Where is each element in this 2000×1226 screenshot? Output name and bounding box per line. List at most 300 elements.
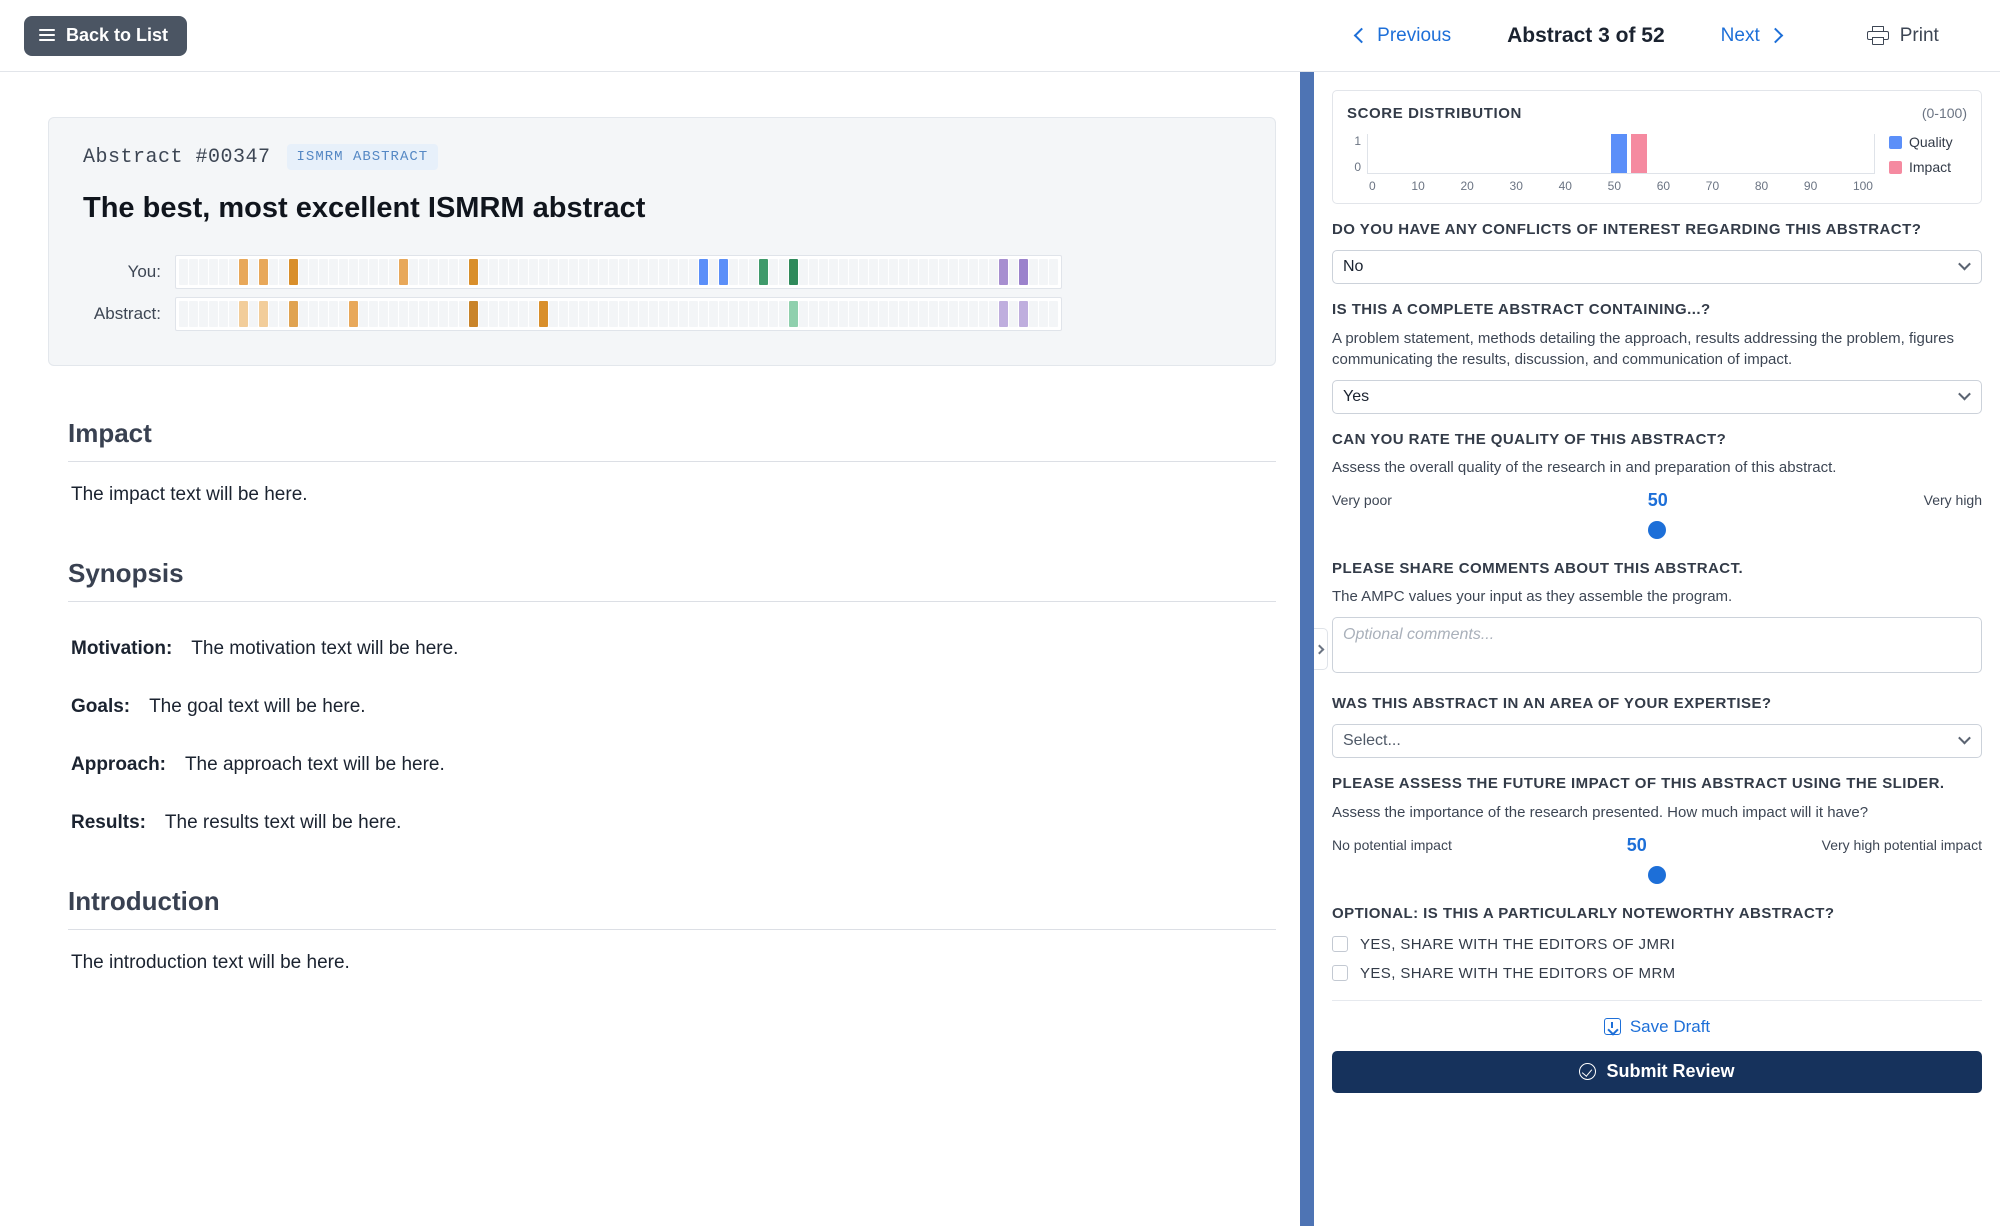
noteworthy-label: OPTIONAL: IS THIS A PARTICULARLY NOTEWORTHY ABSTRACT? — [1332, 904, 1835, 922]
back-to-list-button[interactable] — [24, 16, 187, 56]
keyword-cell — [309, 301, 318, 327]
keyword-cell — [589, 259, 598, 285]
keyword-cell — [369, 259, 378, 285]
keyword-cell — [819, 259, 828, 285]
keyword-cell — [329, 259, 338, 285]
introduction-section — [68, 886, 1276, 974]
next-abstract-button[interactable] — [1721, 25, 1781, 47]
keyword-cell — [299, 301, 308, 327]
complete-select[interactable]: Yes — [1332, 380, 1982, 414]
keyword-cell — [999, 259, 1008, 285]
x-tick-label: 100 — [1852, 179, 1873, 193]
save-draft-label: Save Draft — [1629, 1016, 1711, 1036]
form-actions — [1332, 1000, 1982, 1109]
impact-section — [68, 418, 1276, 506]
legend-label: Impact — [1909, 159, 1952, 175]
keyword-cell — [519, 301, 528, 327]
question-comments — [1332, 543, 1982, 678]
keyword-cell — [979, 259, 988, 285]
keyword-cell — [419, 301, 428, 327]
keyword-cell — [859, 301, 868, 327]
keyword-cell — [739, 301, 748, 327]
quality-min-label: Very poor — [1332, 492, 1392, 509]
keyword-cell — [659, 301, 668, 327]
keyword-cell — [739, 259, 748, 285]
toolbar-left — [0, 16, 1325, 56]
keyword-cell — [339, 259, 348, 285]
chevron-right-icon — [1315, 644, 1325, 654]
impact-heading: Impact — [68, 418, 1276, 462]
keyword-cell — [579, 301, 588, 327]
keyword-cell — [249, 301, 258, 327]
keyword-cell — [719, 301, 728, 327]
keyword-cell — [729, 301, 738, 327]
submit-review-label: Submit Review — [1606, 1061, 1735, 1082]
keyword-cell — [959, 301, 968, 327]
quality-label: CAN YOU RATE THE QUALITY OF THIS ABSTRACT? — [1332, 430, 1727, 448]
keyword-cell — [999, 301, 1008, 327]
x-tick-label: 50 — [1607, 179, 1621, 193]
legend-swatch — [1889, 136, 1902, 149]
synopsis-heading: Synopsis — [68, 558, 1276, 602]
keyword-cell — [789, 259, 798, 285]
x-tick-label: 20 — [1460, 179, 1474, 193]
keyword-cell — [399, 301, 408, 327]
keyword-cell — [239, 301, 248, 327]
keyword-cell — [349, 301, 358, 327]
keyword-cell — [889, 301, 898, 327]
keyword-cell — [1009, 301, 1018, 327]
keyword-cell — [599, 259, 608, 285]
keyword-cell — [829, 301, 838, 327]
keyword-cell — [769, 259, 778, 285]
quality-help: Assess the overall quality of the research in and preparation of this abstract. — [1332, 458, 1837, 476]
expertise-select[interactable]: Select... — [1332, 724, 1982, 758]
keyword-cell — [209, 301, 218, 327]
keyword-cell — [1029, 301, 1038, 327]
chart-x-axis — [1367, 179, 1875, 193]
legend-swatch — [1889, 161, 1902, 174]
chart-bar-impact — [1631, 134, 1647, 173]
keyword-cell — [659, 259, 668, 285]
back-to-list-label: Back to List — [66, 25, 169, 45]
keyword-cell — [429, 301, 438, 327]
y-tick-top: 1 — [1354, 134, 1361, 148]
keyword-cell — [899, 301, 908, 327]
keyword-cell — [759, 259, 768, 285]
quality-max-label: Very high — [1923, 492, 1982, 509]
mrm-label: YES, SHARE WITH THE EDITORS OF MRM — [1360, 964, 1676, 982]
keyword-cell — [1019, 301, 1028, 327]
keyword-cell — [379, 301, 388, 327]
keyword-cell — [239, 259, 248, 285]
keyword-cell — [459, 301, 468, 327]
keyword-cell — [279, 301, 288, 327]
keyword-cell — [639, 259, 648, 285]
complete-select-wrap — [1332, 380, 1982, 414]
save-draft-button[interactable] — [1332, 1017, 1982, 1037]
motivation-row — [71, 638, 1276, 660]
keyword-cell — [339, 301, 348, 327]
keyword-cell — [289, 259, 298, 285]
keyword-cell — [609, 259, 618, 285]
chart-legend — [1875, 134, 1967, 193]
list-icon — [39, 29, 55, 42]
keyword-cell — [299, 259, 308, 285]
keyword-cell — [499, 259, 508, 285]
chart-y-axis — [1347, 134, 1361, 174]
legend-item — [1889, 134, 1967, 150]
keyword-cell — [859, 259, 868, 285]
keyword-cell — [289, 301, 298, 327]
keyword-cell — [619, 259, 628, 285]
keyword-cell — [209, 259, 218, 285]
keyword-cell — [599, 301, 608, 327]
score-distribution-card — [1332, 90, 1982, 204]
keyword-cell — [839, 259, 848, 285]
abstract-strip-label: Abstract: — [93, 304, 161, 323]
abstract-strip-row — [83, 297, 1241, 331]
abstract-type-badge: ISMRM ABSTRACT — [287, 144, 439, 170]
expertise-label: WAS THIS ABSTRACT IN AN AREA OF YOUR EXPERTISE? — [1332, 695, 1772, 712]
abstract-title: The best, most excellent ISMRM abstract — [83, 192, 646, 224]
pane-divider[interactable] — [1300, 72, 1314, 1226]
keyword-cell — [449, 301, 458, 327]
keyword-cell — [429, 259, 438, 285]
keyword-cell — [709, 301, 718, 327]
introduction-text: The introduction text will be here. — [71, 952, 350, 973]
keyword-cell — [359, 301, 368, 327]
keyword-cell — [479, 301, 488, 327]
keyword-cell — [229, 259, 238, 285]
comments-label: PLEASE SHARE COMMENTS ABOUT THIS ABSTRACT. — [1332, 559, 1744, 577]
keyword-cell — [849, 259, 858, 285]
future-impact-help: Assess the importance of the research presented. How much impact will it have? — [1332, 803, 1869, 821]
keyword-cell — [349, 259, 358, 285]
keyword-cell — [719, 259, 728, 285]
keyword-cell — [269, 259, 278, 285]
mrm-checkbox[interactable] — [1332, 965, 1348, 981]
future-impact-slider-labels — [1332, 835, 1982, 856]
keyword-cell — [629, 301, 638, 327]
keyword-cell — [989, 301, 998, 327]
keyword-cell — [1049, 301, 1058, 327]
quality-slider-track[interactable] — [1332, 517, 1982, 543]
keyword-cell — [179, 301, 188, 327]
keyword-cell — [379, 259, 388, 285]
keyword-cell — [939, 259, 948, 285]
keyword-cell — [779, 301, 788, 327]
keyword-cell — [269, 301, 278, 327]
keyword-cell — [729, 259, 738, 285]
keyword-cell — [799, 259, 808, 285]
keyword-cell — [789, 301, 798, 327]
noteworthy-mrm-row[interactable] — [1332, 965, 1982, 982]
quality-slider-thumb[interactable] — [1648, 521, 1666, 539]
keyword-cell — [629, 259, 638, 285]
keyword-cell — [759, 301, 768, 327]
expertise-select-wrap — [1332, 724, 1982, 758]
keyword-cell — [689, 259, 698, 285]
keyword-cell — [609, 301, 618, 327]
keyword-cell — [219, 259, 228, 285]
question-quality-rating — [1332, 414, 1982, 543]
keyword-cell — [919, 301, 928, 327]
keyword-cell — [709, 259, 718, 285]
x-tick-label: 40 — [1558, 179, 1572, 193]
abstract-id: Abstract #00347 — [83, 145, 271, 169]
keyword-cell — [1009, 259, 1018, 285]
future-impact-label: PLEASE ASSESS THE FUTURE IMPACT OF THIS ABSTRACT USING THE SLIDER. — [1332, 775, 1945, 793]
keyword-cell — [439, 301, 448, 327]
x-tick-label: 90 — [1803, 179, 1818, 193]
keyword-cell — [259, 301, 268, 327]
print-label: Print — [1899, 24, 1939, 46]
keyword-cell — [179, 259, 188, 285]
submit-review-button[interactable] — [1332, 1051, 1982, 1093]
keyword-cell — [509, 259, 518, 285]
goals-text: The goal text will be here. — [149, 696, 366, 717]
you-strip-row — [83, 255, 1241, 289]
keyword-cell — [519, 259, 528, 285]
keyword-cell — [559, 259, 568, 285]
keyword-cell — [779, 259, 788, 285]
keyword-cell — [969, 259, 978, 285]
keyword-cell — [369, 301, 378, 327]
keyword-cell — [809, 301, 818, 327]
keyword-cell — [569, 301, 578, 327]
keyword-cell — [229, 301, 238, 327]
chart-plot-area — [1367, 134, 1875, 174]
question-noteworthy — [1332, 888, 1982, 982]
score-distribution-range: (0-100) — [1921, 105, 1967, 121]
future-impact-slider-thumb[interactable] — [1648, 866, 1666, 884]
legend-label: Quality — [1909, 134, 1953, 150]
keyword-cell — [909, 301, 918, 327]
abstract-counter: Abstract 3 of 52 — [1507, 23, 1665, 47]
keyword-cell — [319, 301, 328, 327]
keyword-cell — [749, 259, 758, 285]
approach-row — [71, 754, 1276, 776]
keyword-cell — [699, 259, 708, 285]
keyword-cell — [249, 259, 258, 285]
conflict-select-wrap — [1332, 250, 1982, 284]
motivation-label: Motivation: — [71, 638, 173, 659]
future-impact-min-label: No potential impact — [1332, 837, 1452, 853]
keyword-cell — [649, 301, 658, 327]
keyword-cell — [499, 301, 508, 327]
keyword-cell — [679, 301, 688, 327]
keyword-cell — [1039, 259, 1048, 285]
keyword-cell — [829, 259, 838, 285]
x-tick-label: 10 — [1411, 179, 1425, 193]
keyword-cell — [669, 259, 678, 285]
keyword-cell — [419, 259, 428, 285]
keyword-cell — [979, 301, 988, 327]
keyword-cell — [529, 301, 538, 327]
keyword-cell — [459, 259, 468, 285]
score-distribution-chart — [1347, 134, 1967, 193]
future-impact-slider-track[interactable] — [1332, 862, 1982, 888]
keyword-cell — [929, 301, 938, 327]
question-future-impact — [1332, 758, 1982, 887]
results-row — [71, 812, 1276, 834]
conflict-label: DO YOU HAVE ANY CONFLICTS OF INTEREST REGARDING THIS ABSTRACT? — [1332, 221, 1922, 238]
keyword-cell — [819, 301, 828, 327]
keyword-cell — [1029, 259, 1038, 285]
synopsis-section — [68, 558, 1276, 834]
review-form-pane — [1314, 72, 2000, 1226]
pane-collapse-handle[interactable] — [1314, 628, 1328, 670]
keyword-cell — [969, 301, 978, 327]
keyword-cell — [849, 301, 858, 327]
keyword-cell — [1019, 259, 1028, 285]
y-tick-bottom: 0 — [1354, 160, 1361, 174]
keyword-cell — [839, 301, 848, 327]
keyword-cell — [309, 259, 318, 285]
jmri-checkbox[interactable] — [1332, 936, 1348, 952]
comments-help: The AMPC values your input as they assemble the program. — [1332, 588, 1733, 605]
keyword-cell — [699, 301, 708, 327]
keyword-cell — [949, 259, 958, 285]
keyword-cell — [1039, 301, 1048, 327]
question-complete-abstract — [1332, 284, 1982, 413]
keyword-cell — [399, 259, 408, 285]
keyword-cell — [799, 301, 808, 327]
previous-label: Previous — [1377, 24, 1452, 46]
question-conflict-of-interest — [1332, 204, 1982, 284]
keyword-cell — [769, 301, 778, 327]
keyword-cell — [279, 259, 288, 285]
chart-bar-quality — [1611, 134, 1627, 173]
save-icon — [1604, 1018, 1621, 1035]
keyword-cell — [259, 259, 268, 285]
results-text: The results text will be here. — [164, 812, 402, 833]
keyword-cell — [639, 301, 648, 327]
approach-text: The approach text will be here. — [184, 754, 445, 775]
top-toolbar — [0, 0, 2000, 72]
abstract-pane — [0, 72, 1300, 1226]
keyword-cell — [199, 259, 208, 285]
keyword-cell — [469, 301, 478, 327]
keyword-cell — [409, 301, 418, 327]
keyword-cell — [549, 259, 558, 285]
keyword-cell — [749, 301, 758, 327]
chevron-right-icon — [1767, 28, 1783, 44]
keyword-cell — [449, 259, 458, 285]
x-tick-label: 0 — [1369, 179, 1376, 193]
toolbar-right — [1325, 24, 2000, 48]
previous-abstract-button[interactable] — [1356, 25, 1451, 47]
keyword-cell — [869, 259, 878, 285]
motivation-text: The motivation text will be here. — [191, 638, 459, 659]
introduction-heading: Introduction — [68, 886, 1276, 930]
keyword-cell — [959, 259, 968, 285]
complete-help: A problem statement, methods detailing the approach, results addressing the problem, figures communicating the results, discussion, and communication of impact. — [1332, 329, 1955, 368]
keyword-cell — [579, 259, 588, 285]
keyword-cell — [539, 301, 548, 327]
keyword-cell — [879, 259, 888, 285]
keyword-cell — [669, 301, 678, 327]
keyword-cell — [479, 259, 488, 285]
keyword-cell — [809, 259, 818, 285]
conflict-select[interactable]: No — [1332, 250, 1982, 284]
chart-plot-wrap — [1367, 134, 1875, 193]
quality-value: 50 — [1647, 489, 1668, 510]
keyword-cell — [409, 259, 418, 285]
impact-text: The impact text will be here. — [71, 484, 308, 505]
jmri-label: YES, SHARE WITH THE EDITORS OF JMRI — [1360, 935, 1676, 953]
chevron-left-icon — [1354, 28, 1370, 44]
keyword-cell — [199, 301, 208, 327]
complete-label: IS THIS A COMPLETE ABSTRACT CONTAINING...? — [1332, 301, 1711, 319]
keyword-cell — [529, 259, 538, 285]
x-tick-label: 70 — [1705, 179, 1720, 193]
keyword-cell — [389, 259, 398, 285]
keyword-cell — [489, 259, 498, 285]
keyword-cell — [439, 259, 448, 285]
keyword-cell — [189, 259, 198, 285]
abstract-id-row — [83, 144, 1241, 170]
noteworthy-jmri-row[interactable] — [1332, 936, 1982, 953]
keyword-cell — [1049, 259, 1058, 285]
question-expertise — [1332, 678, 1982, 758]
print-button[interactable] — [1867, 25, 1939, 47]
keyword-cell — [539, 259, 548, 285]
legend-item — [1889, 159, 1967, 175]
abstract-header-card — [48, 117, 1276, 366]
keyword-cell — [219, 301, 228, 327]
keyword-cell — [889, 259, 898, 285]
printer-icon — [1867, 26, 1889, 45]
keyword-cell — [549, 301, 558, 327]
keyword-cell — [319, 259, 328, 285]
check-circle-icon — [1579, 1063, 1596, 1080]
keyword-cell — [919, 259, 928, 285]
keyword-cell — [619, 301, 628, 327]
keyword-cell — [489, 301, 498, 327]
x-tick-label: 80 — [1754, 179, 1769, 193]
x-tick-label: 30 — [1509, 179, 1523, 193]
keyword-cell — [679, 259, 688, 285]
keyword-cell — [329, 301, 338, 327]
results-label: Results: — [71, 812, 146, 833]
next-label: Next — [1720, 24, 1760, 46]
keyword-cell — [649, 259, 658, 285]
keyword-cell — [909, 259, 918, 285]
goals-row — [71, 696, 1276, 718]
abstract-keyword-strip — [175, 297, 1062, 331]
future-impact-value: 50 — [1626, 834, 1647, 855]
keyword-cell — [989, 259, 998, 285]
keyword-cell — [899, 259, 908, 285]
future-impact-slider-block — [1332, 835, 1982, 888]
keyword-cell — [929, 259, 938, 285]
you-strip-label: You: — [127, 262, 161, 281]
keyword-cell — [469, 259, 478, 285]
score-distribution-header — [1347, 105, 1967, 122]
comments-textarea[interactable] — [1332, 617, 1982, 673]
keyword-cell — [559, 301, 568, 327]
future-impact-max-label: Very high potential impact — [1821, 837, 1982, 853]
keyword-cell — [949, 301, 958, 327]
score-distribution-title: SCORE DISTRIBUTION — [1347, 105, 1522, 122]
keyword-cell — [509, 301, 518, 327]
keyword-cell — [589, 301, 598, 327]
keyword-cell — [869, 301, 878, 327]
body — [0, 72, 2000, 1226]
quality-slider-labels — [1332, 490, 1982, 511]
